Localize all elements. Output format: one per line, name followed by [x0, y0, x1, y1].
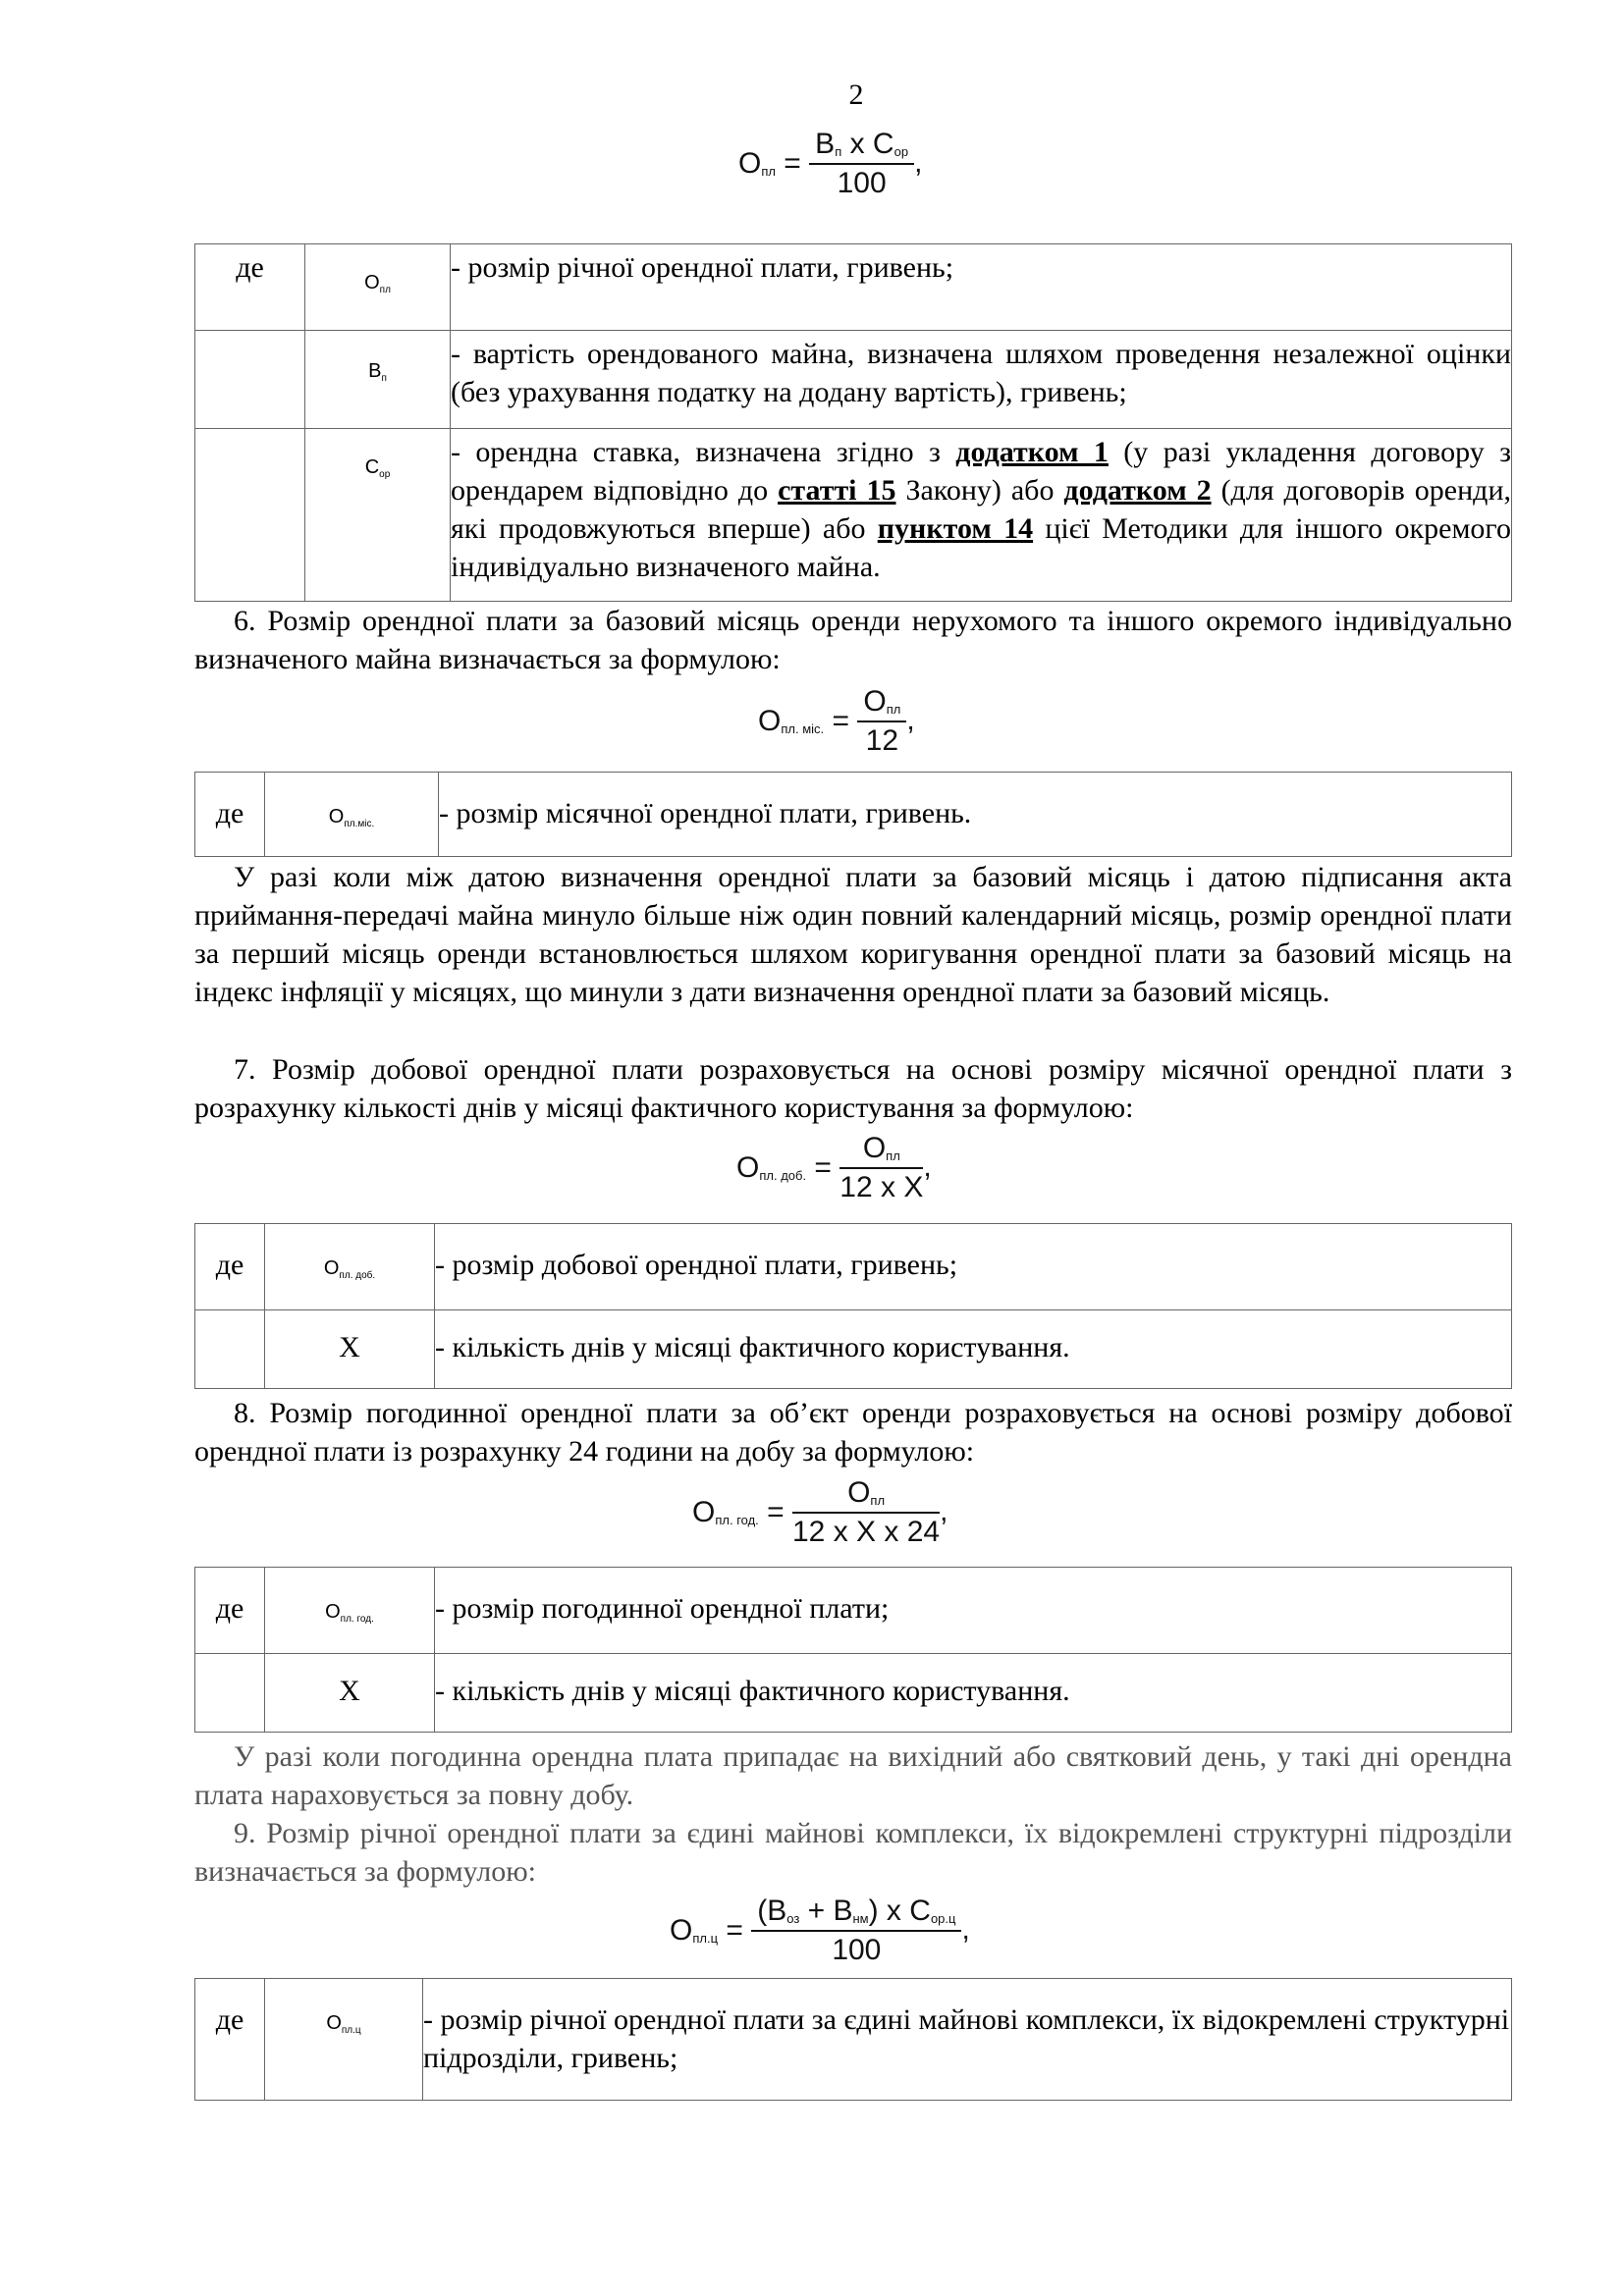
formula-annual-rent: $О_{пл}$ = $\frac{В_п х С_{ор}}{100}$ , — [738, 128, 923, 199]
text-run: - орендна ставка, визначена згідно з — [451, 436, 956, 468]
table-row — [195, 773, 1512, 857]
formula-fraction — [792, 1476, 940, 1549]
formula-subscript: ор.ц — [930, 1911, 956, 1926]
definition-text: - розмір річної орендної плати за єдині майнові комплекси, їх відокремлені структурні підрозділи, гривень; — [423, 1979, 1512, 2101]
formula-symbol: О — [323, 1257, 340, 1279]
formula-symbol: (В — [757, 1895, 787, 1927]
definitions-table-3 — [194, 1223, 1512, 1389]
formula-fraction — [839, 1132, 923, 1204]
formula-symbol: О — [847, 1476, 871, 1509]
table-cell-empty — [195, 429, 305, 602]
definitions-table-1 — [194, 243, 1512, 602]
formula-daily-rent: $О_{пл. доб.}$ = $\frac{О_{пл}}{\text{12 х Х}}$ , — [736, 1132, 932, 1203]
formula-subscript: ор — [893, 144, 909, 159]
definitions-table-5 — [194, 1978, 1512, 2101]
text-run: Закону) або — [895, 474, 1064, 507]
formula-symbol: С — [872, 128, 894, 160]
table-cell-empty — [195, 1654, 265, 1733]
formula-tail: , — [906, 703, 915, 736]
formula-symbol: О — [738, 147, 762, 180]
formula-property-complex-rent: $О_{пл.ц}$ = $\frac{(В_{оз} + В_{нм}) х С_{ор.ц}}{100}$ , — [670, 1895, 970, 1966]
definition-text: - розмір погодинної орендної плати; — [435, 1568, 1512, 1654]
formula-symbol: О — [326, 2012, 342, 2034]
formula-fraction — [809, 128, 914, 200]
link-punkt-14[interactable]: пунктом 14 — [877, 512, 1034, 545]
formula-denominator: 100 — [837, 167, 887, 199]
table-cell-de: де — [195, 1224, 265, 1310]
symbol-cell — [265, 1224, 435, 1310]
definitions-table-4 — [194, 1567, 1512, 1733]
formula-denominator: 100 — [832, 1934, 882, 1966]
formula-operator: х — [849, 128, 865, 160]
table-row — [195, 331, 1512, 429]
definition-text: - кількість днів у місяці фактичного користування. — [435, 1654, 1512, 1733]
formula-symbol: О — [758, 705, 782, 737]
link-dodatok-1[interactable]: додатком 1 — [955, 436, 1109, 468]
formula-denominator: 12 х Х х 24 — [792, 1516, 941, 1548]
symbol-cell — [265, 1979, 423, 2101]
definition-text: - вартість орендованого майна, визначена шляхом проведення незалежної оцінки (без урахування податку на додану вартість), гривень; — [451, 331, 1512, 429]
symbol-cell — [305, 244, 451, 331]
paragraph-base-month: У разі коли між датою визначення орендної плати за базовий місяць і датою підписання акта приймання-передачі майна минуло більше ніж один повний календарний місяць, розмір орендної плати за перший місяць оренди встановлюється шляхом коригування орендної плати за базовий місяць на індекс інфляції у місяцях, що минули з дати визначення орендної плати за базовий місяць. — [194, 861, 1512, 1008]
formula-symbol: О — [862, 1132, 887, 1164]
formula-subscript: пл — [870, 1493, 886, 1508]
formula-subscript: пл. год. — [340, 1614, 374, 1625]
formula-symbol: ) х С — [868, 1895, 931, 1927]
formula-subscript: пл.ц — [692, 1931, 719, 1946]
formula-symbol: О — [692, 1496, 716, 1528]
table-row — [195, 429, 1512, 602]
formula-subscript: пл — [761, 164, 776, 179]
page-number: 2 — [848, 79, 864, 111]
formula-fraction — [857, 685, 906, 758]
formula-symbol: О — [325, 1601, 341, 1623]
formula-tail: , — [961, 1912, 970, 1946]
definitions-table-2 — [194, 772, 1512, 857]
formula-symbol: О — [670, 1914, 693, 1947]
text-run: (для договорів оренди, які продовжуються вперше) або — [451, 474, 1511, 545]
definition-text — [451, 429, 1512, 602]
formula-monthly-rent: $О_{пл. міс.}$ = $\frac{О_{пл}}{12}$ , — [758, 685, 915, 757]
formula-subscript: нм — [852, 1911, 869, 1926]
formula-subscript: п — [835, 144, 842, 159]
definition-text: - кількість днів у місяці фактичного користування. — [435, 1310, 1512, 1389]
formula-symbol: С — [364, 456, 380, 478]
definition-text: - розмір добової орендної плати, гривень; — [435, 1224, 1512, 1310]
table-row — [195, 1224, 1512, 1310]
symbol-cell: Х — [265, 1654, 435, 1733]
table-row — [195, 1310, 1512, 1389]
formula-symbol: О — [736, 1151, 760, 1184]
formula-denominator: 12 — [865, 724, 899, 757]
formula-tail: , — [914, 145, 923, 179]
symbol-cell — [265, 1568, 435, 1654]
table-row — [195, 244, 1512, 331]
formula-tail: , — [940, 1494, 948, 1527]
formula-subscript: п — [381, 373, 387, 384]
formula-denominator: 12 х Х — [839, 1171, 924, 1203]
formula-symbol: О — [364, 272, 380, 294]
formula-symbol: О — [328, 806, 345, 828]
paragraph-8: 8. Розмір погодинної орендної плати за об’єкт оренди розраховується на основі розміру добової орендної плати із розрахунку 24 години на добу за формулою: — [194, 1397, 1512, 1468]
formula-tail: , — [923, 1149, 932, 1183]
formula-subscript: оз — [786, 1911, 800, 1926]
formula-subscript: пл.ц — [341, 2025, 361, 2036]
table-cell-de: де — [195, 773, 265, 857]
table-row — [195, 1654, 1512, 1733]
formula-subscript: пл. год. — [715, 1513, 759, 1527]
formula-hourly-rent: $О_{пл. год.}$ = $\frac{О_{пл}}{\text{12 х Х х 24}}$ , — [692, 1476, 948, 1548]
definition-text: - розмір річної орендної плати, гривень; — [451, 244, 1512, 331]
formula-symbol: В — [815, 128, 836, 160]
table-cell-empty — [195, 331, 305, 429]
table-cell-de: де — [195, 1979, 265, 2101]
formula-subscript: пл.міс. — [344, 819, 375, 829]
link-dodatok-2[interactable]: додатком 2 — [1063, 474, 1212, 507]
formula-subscript: ор — [379, 469, 391, 480]
formula-symbol: О — [863, 685, 887, 718]
symbol-cell — [305, 429, 451, 602]
formula-subscript: пл. доб. — [339, 1270, 376, 1281]
link-stattia-15[interactable]: статті 15 — [778, 474, 896, 507]
symbol-cell — [305, 331, 451, 429]
table-row — [195, 1979, 1512, 2101]
formula-subscript: пл. міс. — [781, 721, 825, 736]
table-cell-de: де — [195, 1568, 265, 1654]
paragraph-7: 7. Розмір добової орендної плати розраховується на основі розміру місячної орендної плати з розрахунку кількості днів у місяці фактичного користування за формулою: — [194, 1053, 1512, 1124]
formula-subscript: пл — [379, 285, 391, 295]
formula-subscript: пл — [886, 702, 901, 717]
paragraph-9: 9. Розмір річної орендної плати за єдині майнові комплекси, їх відокремлені структурні підрозділи визначається за формулою: — [194, 1817, 1512, 1888]
table-cell-empty — [195, 1310, 265, 1389]
paragraph-6: 6. Розмір орендної плати за базовий місяць оренди нерухомого та іншого окремого індивідуально визначеного майна визначається за формулою: — [194, 605, 1512, 675]
formula-subscript: пл. доб. — [759, 1168, 807, 1183]
formula-symbol: + В — [799, 1895, 853, 1927]
formula-subscript: пл — [886, 1148, 900, 1163]
table-row — [195, 1568, 1512, 1654]
formula-fraction — [751, 1895, 961, 1967]
text-run: (у разі укладення договору з орендарем відповідно до — [451, 436, 1512, 507]
symbol-cell — [265, 773, 439, 857]
definition-text: - розмір місячної орендної плати, гривень. — [439, 773, 1512, 857]
symbol-cell: Х — [265, 1310, 435, 1389]
formula-symbol: В — [368, 360, 382, 382]
text-run: цієї Методики для іншого окремого індивідуально визначеного майна. — [451, 512, 1511, 583]
table-cell-de: де — [195, 244, 305, 331]
paragraph-weekend: У разі коли погодинна орендна плата припадає на вихідний або святковий день, у такі дні орендна плата нараховується за повну добу. — [194, 1740, 1512, 1811]
